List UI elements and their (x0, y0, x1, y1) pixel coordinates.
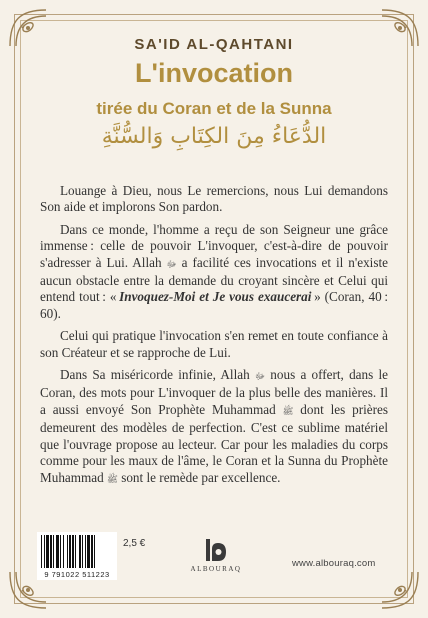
quran-quote: Invoquez-Moi et Je vous exaucerai (119, 289, 312, 305)
paragraph-4: Dans Sa miséricorde infinie, Allah ﷻ nous a offert, dans le Coran, des mots pour L'invoquer de la plus belle des manières. Il a aussi envoyé Son Prophète Muhammad ﷺ dont les prières demeurent des modèles de perfection. C'est ce sublime matériel que l'ouvrage propose au lecteur. Car pour les maladies du corps comme pour les maux de l'âme, le Coran et la Sunna du Prophète Muhammad ﷺ sont le remède par excellence. (40, 367, 388, 485)
paragraph-3: Celui qui pratique l'invocation s'en remet en toute confiance à son Créateur et se rapproche de Lui. (40, 328, 388, 360)
honorific-glyph: ﷻ (166, 259, 177, 270)
isbn-barcode (37, 532, 117, 580)
author-name: SA'ID AL-QAHTANI (134, 36, 294, 53)
book-title: L'invocation (135, 58, 293, 88)
albouraq-logo-icon (203, 537, 229, 563)
publisher-name: ALBOURAQ (190, 565, 242, 573)
paragraph-1: Louange à Dieu, nous Le remercions, nous Lui demandons Son aide et implorons Son pardon. (40, 183, 388, 215)
corner-ornament-icon (376, 566, 422, 612)
price-label: 2,5 € (123, 538, 146, 549)
honorific-glyph: ﷺ (282, 406, 294, 417)
book-subtitle: tirée du Coran et de la Sunna (96, 99, 332, 118)
isbn-number: 9 791022 511223 (44, 570, 110, 579)
paragraph-2: Dans ce monde, l'homme a reçu de son Seigneur une grâce immense : celle de pouvoir L'invoquer, c'est-à-dire de pouvoir s'adresser à Lui. Allah ﷻ a facilité ces invocations et il n'existe aucun obstacle entre la demande du croyant sincère et Celui qui entend tout : « Invoquez-Moi et Je vous exaucerai » (Coran, 40 : 60). (40, 221, 388, 321)
publisher-logo (186, 537, 246, 573)
arabic-title: الدُّعَاءُ مِنَ الكِتَابِ وَالسُّنَّةِ (101, 124, 327, 149)
honorific-glyph: ﷺ (107, 474, 118, 485)
publisher-website: www.albouraq.com (292, 558, 376, 569)
honorific-glyph: ﷻ (254, 372, 266, 383)
back-cover-text (40, 183, 388, 494)
